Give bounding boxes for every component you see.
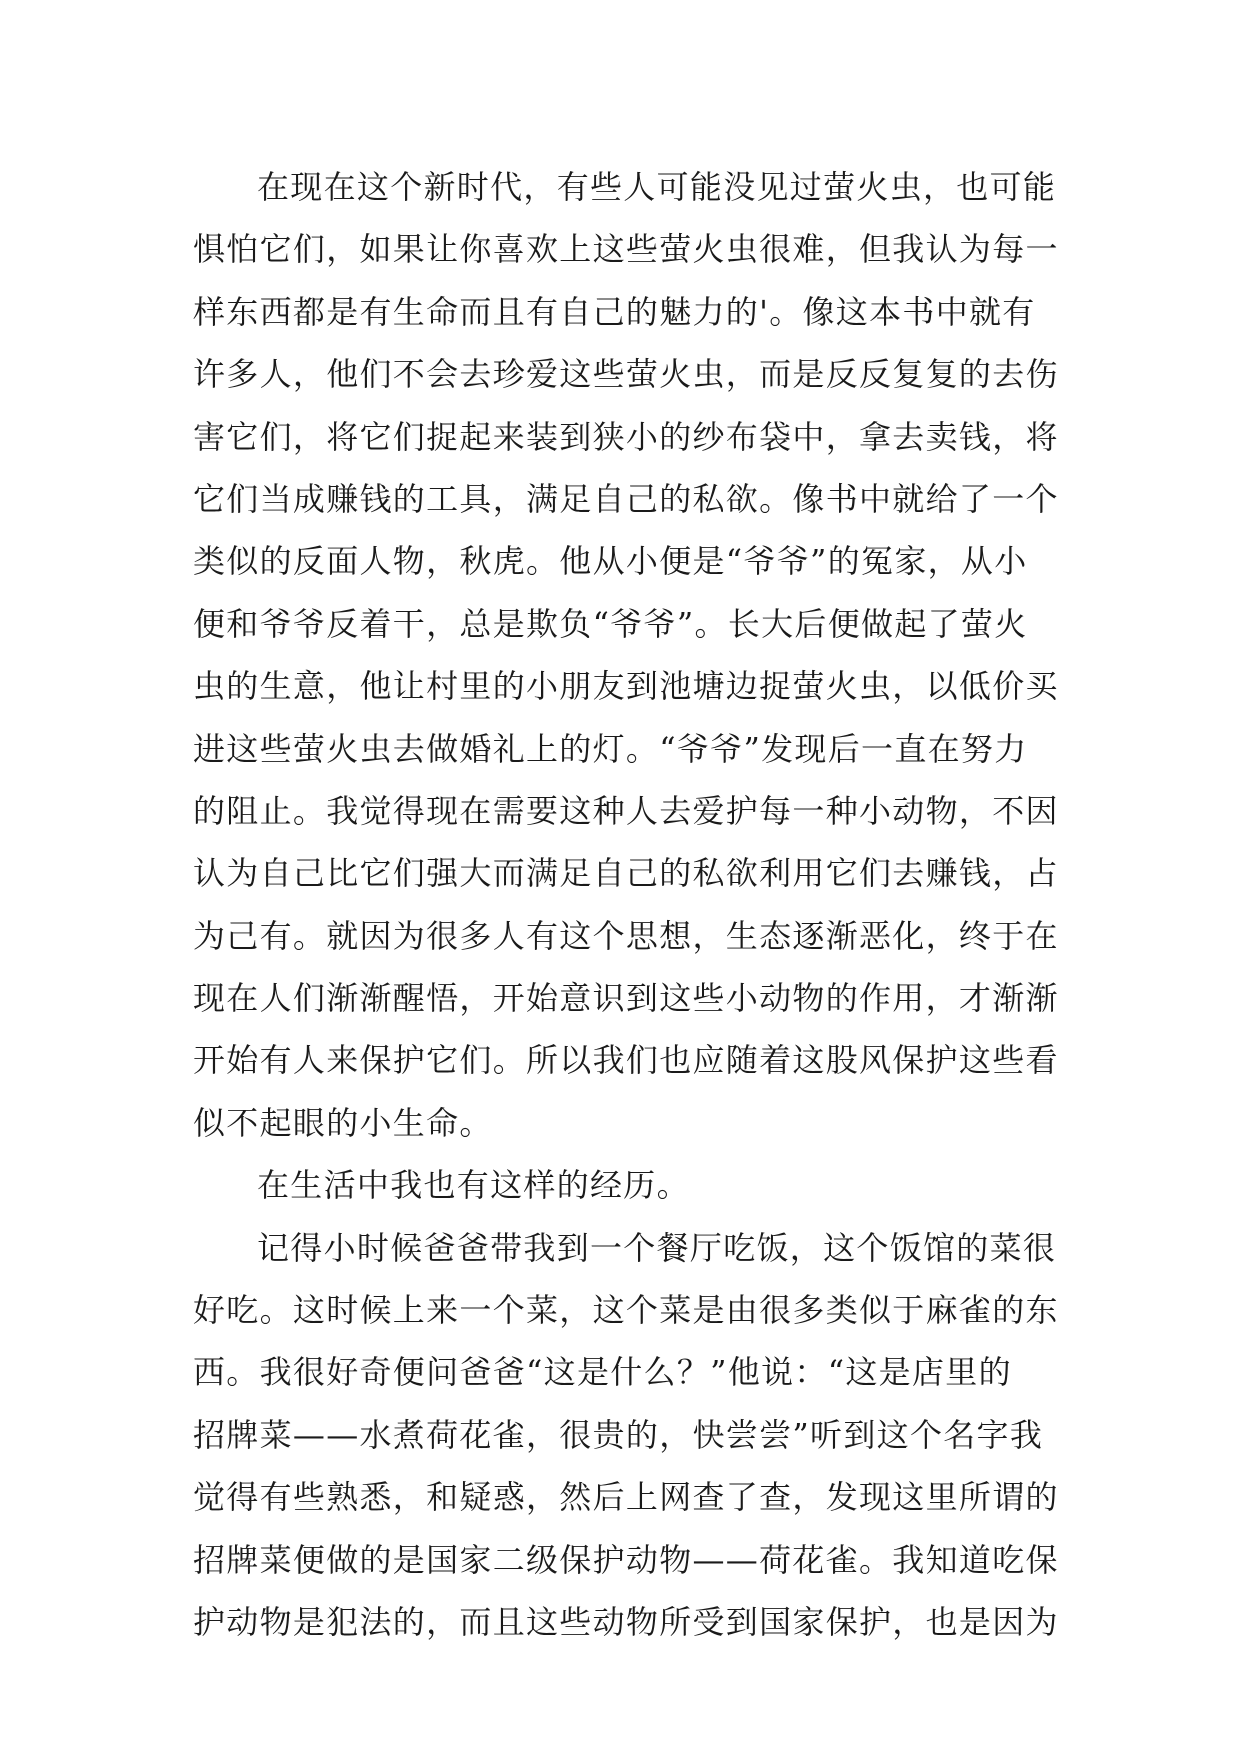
- text-line: 的阻止。我觉得现在需要这种人去爱护每一种小动物，不因: [193, 791, 1059, 830]
- text-line: 为己有。就因为很多人有这个思想，生态逐渐恶化，终于在: [193, 916, 1059, 955]
- text-line: 它们当成赚钱的工具，满足自己的私欲。像书中就给了一个: [193, 479, 1059, 518]
- text-line: 在生活中我也有这样的经历。: [257, 1166, 690, 1205]
- document-body: [193, 156, 1059, 1653]
- text-line: 现在人们渐渐醒悟，开始意识到这些小动物的作用，才渐渐: [193, 979, 1059, 1018]
- text-line: 认为自己比它们强大而满足自己的私欲利用它们去赚钱，占: [193, 854, 1059, 893]
- text-line: 惧怕它们，如果让你喜欢上这些萤火虫很难，但我认为每一: [193, 230, 1059, 269]
- text-line: 似不起眼的小生命。: [193, 1103, 493, 1142]
- text-line: 开始有人来保护它们。所以我们也应随着这股风保护这些看: [193, 1041, 1059, 1080]
- text-line: 便和爷爷反着干，总是欺负“爷爷”。长大后便做起了萤火: [193, 604, 1028, 643]
- text-line: 进这些萤火虫去做婚礼上的灯。“爷爷”发现后一直在努力: [193, 729, 1028, 768]
- text-line: 记得小时候爸爸带我到一个餐厅吃饭，这个饭馆的菜很: [257, 1228, 1057, 1267]
- text-line: 样东西都是有生命而且有自己的魅力的'。像这本书中就有: [193, 292, 1036, 331]
- text-line: 护动物是犯法的，而且这些动物所受到国家保护，也是因为: [193, 1602, 1059, 1641]
- text-line: 招牌菜便做的是国家二级保护动物——荷花雀。我知道吃保: [193, 1540, 1059, 1579]
- text-line: 觉得有些熟悉，和疑惑，然后上网查了查，发现这里所谓的: [193, 1478, 1059, 1517]
- text-line: 好吃。这时候上来一个菜，这个菜是由很多类似于麻雀的东: [193, 1291, 1059, 1330]
- text-line: 类似的反面人物，秋虎。他从小便是“爷爷”的冤家，从小: [193, 542, 1028, 581]
- text-line: 在现在这个新时代，有些人可能没见过萤火虫，也可能: [257, 168, 1057, 206]
- text-line: 招牌菜——水煮荷花雀，很贵的，快尝尝”听到这个名字我: [193, 1415, 1044, 1454]
- text-line: 虫的生意，他让村里的小朋友到池塘边捉萤火虫，以低价买: [193, 667, 1059, 706]
- text-line: 害它们，将它们捉起来装到狭小的纱布袋中，拿去卖钱，将: [193, 417, 1059, 456]
- text-line: 许多人，他们不会去珍爱这些萤火虫，而是反反复复的去伤: [193, 355, 1059, 394]
- text-line: 西。我很好奇便问爸爸“这是什么？”他说：“这是店里的: [193, 1353, 1012, 1392]
